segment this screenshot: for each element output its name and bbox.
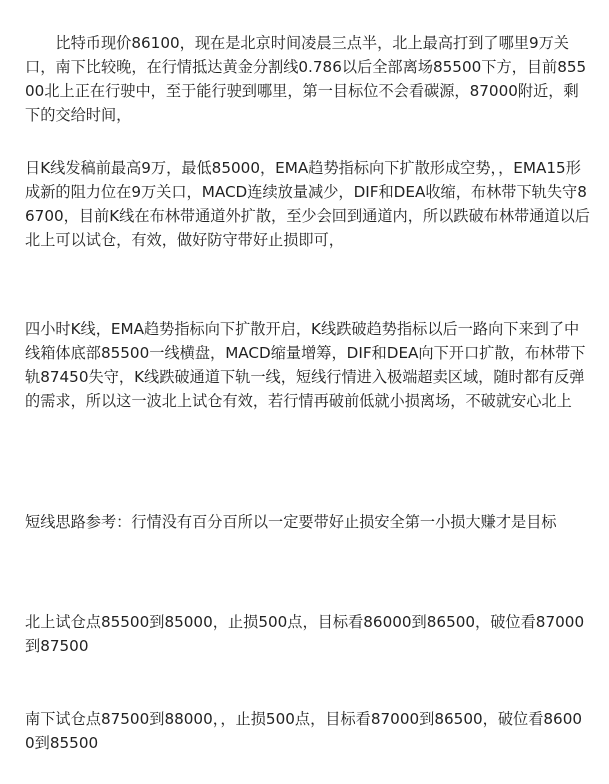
paragraph-long-entry: 北上试仓点85500到85000，止损500点，目标看86000到86500，破位看87000到87500 <box>25 613 585 655</box>
paragraph-intro: 比特币现价86100，现在是北京时间凌晨三点半，北上最高打到了哪里9万关口，南下比较晚，在行情抵达黄金分割线0.786以后全部离场85500下方，目前85500北上正在行驶中，至于能行驶到哪里，第一目标位不会看碳源，87000附近，剩下的交给时间， <box>25 34 587 124</box>
paragraph-daily-kline: 日K线发稿前最高9万，最低85000，EMA趋势指标向下扩散形成空势，，EMA15形成新的阻力位在9万关口，MACD连续放量减少，DIF和DEA收缩，布林带下轨失守86700，目前K线在布林带通道外扩散，至少会回到通道内，所以跌破布林带通道以后北上可以试仓，有效，做好防守带好止损即可， <box>25 159 590 249</box>
paragraph-short-entry: 南下试仓点87500到88000，，止损500点，目标看87000到86500，破位看86000到85500 <box>25 710 583 752</box>
paragraph-four-hour-kline: 四小时K线，EMA趋势指标向下扩散开启，K线跌破趋势指标以后一路向下来到了中线箱体底部85500一线横盘，MACD缩量增筹，DIF和DEA向下开口扩散，布林带下轨87450失守，K线跌破通道下轨一线，短线行情进入极端超卖区域，随时都有反弹的需求，所以这一波北上试仓有效，若行情再破前低就小损离场，不破就安心北上 <box>25 320 586 410</box>
paragraph-strategy-note: 短线思路参考：行情没有百分百所以一定要带好止损安全第一小损大赚才是目标 <box>25 513 557 531</box>
